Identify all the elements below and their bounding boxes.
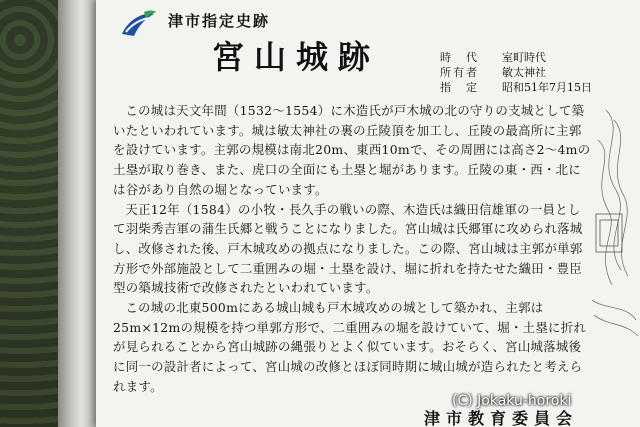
meta-key: 時 代 (440, 51, 479, 64)
meta-value: 昭和51年7月15日 (502, 81, 592, 94)
meta-row-designated (440, 80, 592, 95)
sign-body-text (113, 101, 591, 397)
castle-site-map (586, 100, 640, 400)
meta-row-owner (440, 65, 592, 80)
meta-value: 室町時代 (502, 51, 546, 64)
sign-post (58, 0, 100, 427)
meta-info (440, 50, 592, 95)
body-paragraph: この城は天文年間（1532～1554）に木造氏が戸木城の北の守りの支城として築いたといわれています。城は敏太神社の裏の丘陵頂を加工し、丘陵の最高所に主郭を設けています。主郭の規模は南北20m、東西10mで、その周囲には高さ2～4mの土塁が取り巻き、また、虎口の全面にも土塁と堀があります。丘陵の東・西・北には谷があり自然の堀となっています。 (113, 103, 591, 197)
meta-value: 敏太神社 (502, 66, 546, 79)
meta-key: 所有者 (440, 66, 479, 79)
meta-row-era (440, 50, 592, 65)
body-paragraph: 天正12年（1584）の小牧・長久手の戦いの際、木造氏は織田信雄軍の一員として羽柴秀吉軍の蒲生氏郷と戦うことになりました。宮山城は氏郷軍に攻められ落城し、改修された後、戸木城攻めの拠点になりました。この際、宮山城は主郭が単郭方形で外部施設として二重囲みの堀・土塁を設け、堀に折れを持たせた織田・豊臣型の築城技術で改修されたといわれています。 (113, 201, 583, 296)
photo-credit-watermark: (C) Jokaku-horoki (452, 393, 572, 409)
organization-name: 津市教育委員会 (424, 409, 579, 427)
city-logo-icon (118, 8, 158, 40)
body-paragraph: この城の北東500mにある城山城も戸木城攻めの城として築かれ、主郭は25m×12mの規模を持つ単郭方形で、二重囲みの堀を設けていて、堀・土塁に折れが見られることから宮山城跡の縄張りとよく似ています。おそらく、宮山城落城後に同一の設計者によって、宮山城の改修とほぼ同時期に城山城が造られたと考えられます。 (113, 300, 587, 394)
sign-title: 宮山城跡 (212, 38, 381, 76)
designation-label: 津市指定史跡 (168, 12, 271, 30)
meta-key: 指 定 (440, 81, 479, 94)
